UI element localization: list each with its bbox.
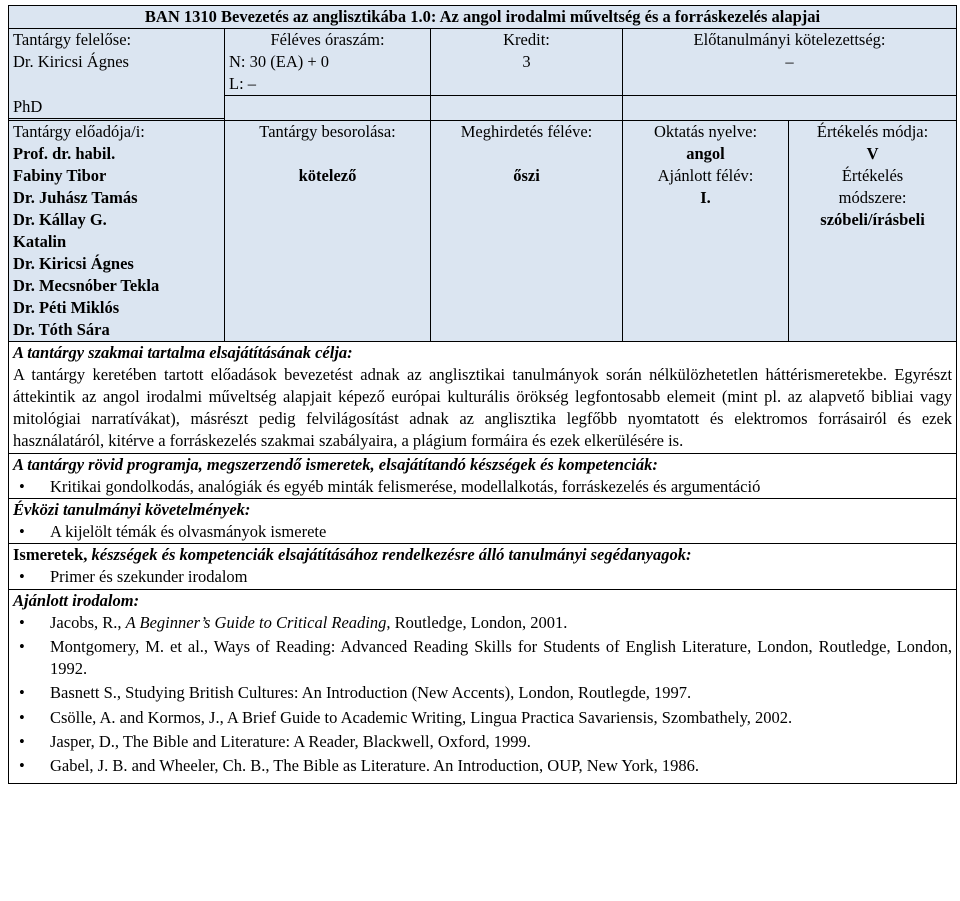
list-item <box>13 731 952 753</box>
list-item <box>13 612 952 634</box>
meghirdetes-cell <box>431 120 623 341</box>
irodalom-list <box>13 612 952 778</box>
lecturer-name: Dr. Tóth Sára <box>13 319 110 339</box>
ref-pre: Montgomery, M. et al., Ways of Reading: Advanced Reading Skills for Students of English Literature, London, Routledge, London, 1992. <box>50 636 953 679</box>
list-item <box>13 476 952 498</box>
lecturer-name: Dr. Péti Miklós <box>13 297 120 317</box>
felelos-value: Dr. Kiricsi Ágnes <box>13 52 129 71</box>
ref-pre: Jacobs, R., <box>50 612 126 632</box>
nyelv-value: angol <box>686 143 725 163</box>
felelos-cell <box>9 29 225 96</box>
ref-pre: Gabel, J. B. and Wheeler, Ch. B., The Bible as Literature. An Introduction, OUP, New York, 1986. <box>50 756 700 776</box>
cel-section <box>9 341 957 453</box>
nyelv-cell <box>623 120 789 341</box>
evkozi-list <box>13 521 952 543</box>
meghirdetes-label: Meghirdetés féléve: <box>460 121 593 141</box>
program-heading: A tantárgy rövid programja, megszerzendő ismeretek, elsajátítandó készségek és kompetenciák: <box>13 454 658 474</box>
besorolas-label: Tantárgy besorolása: <box>259 121 396 141</box>
modszere-label-1: Értékelés <box>841 165 904 185</box>
list-item <box>13 636 952 681</box>
ertekeles-cell <box>789 120 957 341</box>
ref-pre: Jasper, D., The Bible and Literature: A Reader, Blackwell, Oxford, 1999. <box>50 732 531 752</box>
bullet-icon: • <box>19 636 25 656</box>
modszere-label-2: módszere: <box>838 187 907 207</box>
ref-pre: Csölle, A. and Kormos, J., A Brief Guide to Academic Writing, Lingua Practica Savariensis, Szombathely, 2002. <box>50 707 793 727</box>
course-sheet <box>8 5 956 784</box>
ertekeles-value: V <box>866 143 879 163</box>
oraszam-n: N: 30 (EA) + 0 <box>229 52 330 71</box>
program-section <box>9 453 957 498</box>
oraszam-cell <box>225 29 431 96</box>
ref-post: , Routledge, London, 2001. <box>386 612 568 632</box>
bullet-icon: • <box>19 567 25 587</box>
bullet-icon: • <box>19 756 25 776</box>
besorolas-cell <box>225 120 431 341</box>
elotan-value: – <box>785 52 794 71</box>
course-title: BAN 1310 Bevezetés az anglisztikába 1.0: Az angol irodalmi műveltség és a forráskezelés alapjai <box>9 6 957 29</box>
felelos-label: Tantárgy felelőse: <box>13 30 132 49</box>
kredit-cell <box>431 29 623 96</box>
cel-heading: A tantárgy szakmai tartalma elsajátításának célja: <box>13 342 353 362</box>
list-item-text: Primer és szekunder irodalom <box>50 567 248 587</box>
eloado-label: Tantárgy előadója/i: <box>13 121 145 141</box>
oraszam-label: Féléves óraszám: <box>270 30 385 49</box>
course-table <box>8 5 957 784</box>
bullet-icon: • <box>19 683 25 703</box>
program-list <box>13 476 952 498</box>
ertekeles-label: Értékelés módja: <box>816 121 929 141</box>
bullet-icon: • <box>19 612 25 632</box>
elotan-cell <box>623 29 957 96</box>
eloado-first-cell <box>9 96 225 119</box>
list-item <box>13 566 952 588</box>
elotan-label: Előtanulmányi kötelezettség: <box>693 30 886 49</box>
list-item-text: A kijelölt témák és olvasmányok ismerete <box>50 521 327 541</box>
ajanlott-value: I. <box>700 187 711 207</box>
ajanlott-label: Ajánlott félév: <box>657 165 754 185</box>
besorolas-value: kötelező <box>298 165 357 185</box>
segedanyag-heading-bold: Ismeretek, <box>13 545 92 565</box>
ref-pre: Basnett S., Studying British Cultures: An Introduction (New Accents), London, Routlegde, 1997. <box>50 683 692 703</box>
oraszam-l: L: – <box>229 74 257 93</box>
cel-text: A tantárgy keretében tartott előadások bevezetést adnak az anglisztikai tanulmányok során nélkülözhetetlen háttérismeretekbe. Egyrészt áttekintik az angol irodalmi műveltség alapjait képező európai kulturális örökség legfontosabb elemeit (mint pl. az alapvető bibliai vagy mitológiai narratívákat), másrészt pedig felvilágosítást adnak az anglisztika legfőbb nyomtatott és elektromos forrásairól és ezek használatáról, kitérve a forráskezelés szakmai szabályaira, a plágium formáira és ezek elkerülésére is. <box>13 364 953 451</box>
segedanyag-heading <box>13 544 952 566</box>
segedanyag-section <box>9 544 957 589</box>
ref-italic: A Beginner’s Guide to Critical Reading <box>125 612 387 632</box>
modszere-value: szóbeli/írásbeli <box>820 209 925 229</box>
evkozi-section <box>9 498 957 543</box>
irodalom-heading: Ajánlott irodalom: <box>13 590 140 610</box>
bullet-icon: • <box>19 521 25 541</box>
irodalom-section <box>9 589 957 783</box>
meghirdetes-value: őszi <box>513 165 540 185</box>
eloado-cell <box>9 120 225 341</box>
list-item-text: Kritikai gondolkodás, analógiák és egyéb minták felismerése, modellalkotás, forráskezelés és argumentáció <box>50 476 761 496</box>
segedanyag-list <box>13 566 952 588</box>
lecturer-name: Dr. Juhász Tamás <box>13 187 138 207</box>
list-item <box>13 707 952 729</box>
list-item <box>13 755 952 777</box>
bullet-icon: • <box>19 732 25 752</box>
list-item <box>13 682 952 704</box>
lecturer-name: Fabiny Tibor <box>13 165 107 185</box>
bullet-icon: • <box>19 476 25 496</box>
lecturer-name: Prof. dr. habil. <box>13 143 116 163</box>
lecturer-name: Dr. Kállay G. <box>13 209 107 229</box>
eloado-first: PhD <box>13 96 43 116</box>
kredit-label: Kredit: <box>503 30 550 49</box>
lecturer-name: Katalin <box>13 231 67 251</box>
nyelv-label: Oktatás nyelve: <box>653 121 758 141</box>
list-item <box>13 521 952 543</box>
kredit-value: 3 <box>522 52 531 71</box>
bullet-icon: • <box>19 707 25 727</box>
evkozi-heading: Évközi tanulmányi követelmények: <box>13 499 251 519</box>
lecturer-name: Dr. Mecsnóber Tekla <box>13 275 160 295</box>
segedanyag-heading-rest: készségek és kompetenciák elsajátításához rendelkezésre álló tanulmányi segédanyagok: <box>91 545 692 565</box>
lecturer-name: Dr. Kiricsi Ágnes <box>13 253 134 273</box>
